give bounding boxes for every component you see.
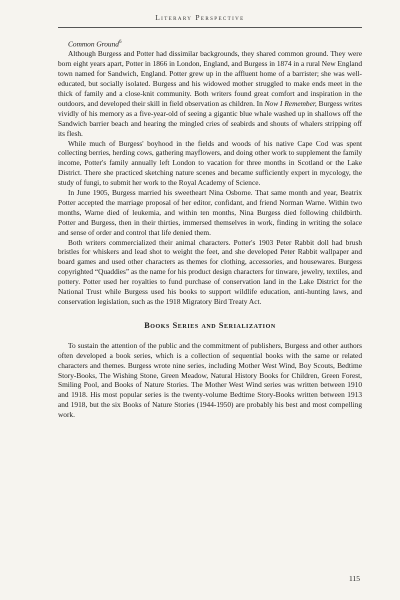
paragraph: In June 1905, Burgess married his sweetheart Nina Osborne. That same month and year, Beatrix Potter accepted the marriage proposal of her editor, confidant, and friend Norman Warne. Within two months, Warne died of leukemia, and within ten months, Nina Burgess died following childbirth. Potter and Burgess, then in their thirties, immersed themselves in work, finding in writing the solace and sense of order and control that life denied them. [58, 188, 362, 237]
paragraph-text: Although Burgess and Potter had dissimilar backgrounds, they shared common ground. They were born eight years apart, Potter in 1866 in London, England, and Burgess in 1874 in a rural New England town named for Sandwich, England. Potter grew up in the affluent home of a barrister; she was well-educated, but socially isolated. Burgess and his widowed mother struggled to make ends meet in the thick of family and a close-knit community. Both writers found great comfort and inspiration in the outdoors, and developed their skill in field observation as children. In [58, 49, 362, 108]
paragraph: To sustain the attention of the public and the commitment of publishers, Burgess and other authors often developed a book series, which is a collection of sequential books with the same or related characters and themes. Burgess wrote nine series, including Mother West Wind, Boy Scouts, Bedtime Story-Books, The Wishing Stone, Green Meadow, Natural History Books for Children, Green Forest, Smiling Pool, and Books of Nature Stories. The Mother West Wind series was written between 1910 and 1918. His most popular series is the twenty-volume Bedtime Story-Books written between 1913 and 1918, but the six Books of Nature Stories (1944-1950) are probably his best and most compelling work. [58, 340, 362, 420]
subsection-heading-text: Common Ground [68, 39, 119, 49]
body-text [58, 38, 362, 420]
paragraph: While much of Burgess' boyhood in the fields and woods of his native Cape Cod was spent collecting berries, herding cows, gathering mayflowers, and doing other work to supplement the family income, Potter's family annually left London to vacation for three months in Scotland or the Lake District. There she practiced sketching nature scenes and became sufficiently expert in mycology, the study of fungi, to submit her work to the Royal Academy of Science. [58, 138, 362, 188]
book-title: Now I Remember, [264, 98, 317, 108]
subsection-heading [68, 38, 362, 49]
page-number: 115 [349, 574, 360, 583]
paragraph: Both writers commercialized their animal characters. Potter's 1903 Peter Rabbit doll had brush bristles for whiskers and lead shot to weight the feet, and she developed Peter Rabbit wallpaper and board games and used other characters as themes for clothing, accessories, and housewares. Burgess copyrighted “Quaddies” as the name for his product design characters for tinware, jewelry, textiles, and pottery. Potter used her royalties to fund purchase of conservation land in the Lake District for the National Trust while Burgess used his books to support wildlife education, anti-hunting laws, and conservation legislation, such as the 1918 Migratory Bird Treaty Act. [58, 237, 362, 306]
footnote-marker: 6 [118, 40, 122, 45]
header-rule [58, 27, 362, 28]
paragraph-text: Burgess writes vividly of his memory as a five-year-old of seeing a gigantic blue whale washed up in shallows off the Sandwich barrier beach and hearing the mingled cries of seabirds and shouts of whalers stripping off its flesh. [58, 98, 362, 138]
paragraph [58, 49, 362, 138]
running-head: Literary Perspective [155, 14, 245, 22]
section-heading: Books Series and Serialization [144, 320, 276, 330]
